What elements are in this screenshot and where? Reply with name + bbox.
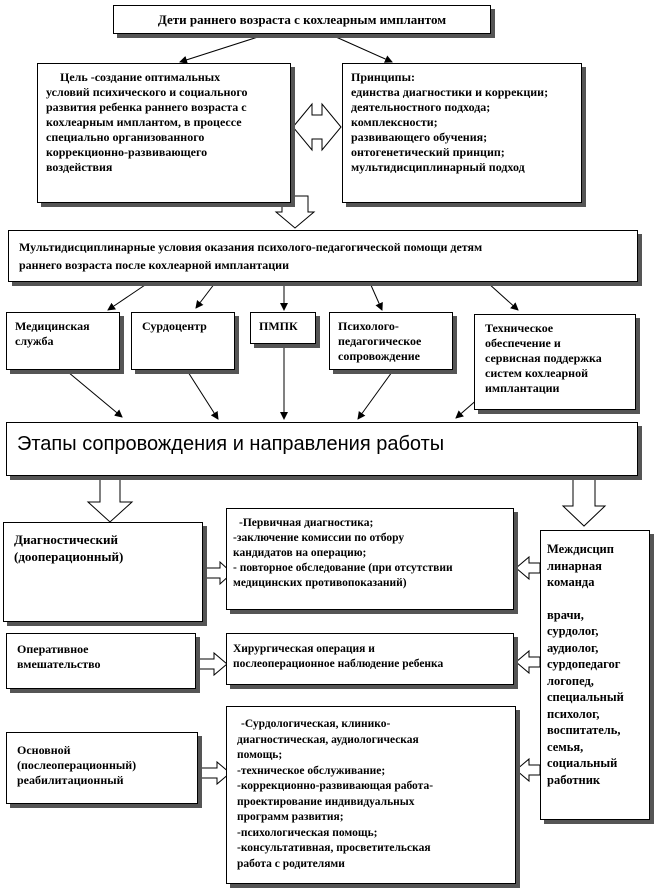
team-line: специальный — [547, 690, 624, 704]
principles-line: деятельностного подхода; — [351, 100, 491, 114]
detail-operative — [226, 633, 514, 685]
stage-diagnostic — [3, 522, 203, 622]
detail-line: -заключение комиссии по отбору — [233, 532, 405, 544]
arrow-cond-psych — [370, 283, 382, 310]
team-line: аудиолог, — [547, 640, 599, 655]
detail-diagnostic — [226, 508, 514, 610]
stage-line: Основной — [17, 743, 71, 757]
service-line: Техническое — [485, 321, 554, 335]
goal-line: воздействия — [46, 160, 113, 174]
detail-line: проектирование индивидуальных — [237, 795, 415, 808]
stage-line: реабилитационный — [17, 773, 124, 787]
team-line: работник — [547, 772, 601, 787]
service-line: систем кохлеарной — [485, 366, 588, 380]
detail-line: Хирургическая операция и — [233, 643, 375, 655]
arrow-top-to-goal — [180, 37, 258, 62]
block-arrow-team-detail2 — [516, 651, 540, 673]
detail-rehab — [226, 706, 516, 884]
stage-line: (дооперационный) — [14, 549, 124, 564]
arrow-top-to-principles — [336, 37, 392, 62]
arrow-cond-medical — [108, 283, 148, 310]
arrow-psych-stages — [358, 372, 392, 419]
team-line: команда — [547, 575, 595, 589]
principles-line: Принципы: — [351, 70, 415, 84]
team-line: логопед, — [547, 673, 594, 688]
team-line: психолог, — [547, 706, 600, 721]
arrow-cond-tech — [488, 283, 518, 310]
detail-line: работа с родителями — [237, 857, 345, 870]
detail-line: кандидатов на операцию; — [233, 547, 367, 559]
detail-line: диагностическая, аудиологическая — [237, 733, 419, 746]
detail-line: помощь; — [237, 749, 283, 761]
goal-line: коррекционно-развивающего — [46, 145, 208, 159]
team-line: Междисцип — [547, 542, 614, 556]
team-line: семья, — [547, 739, 584, 754]
service-surdocenter — [131, 312, 235, 370]
team-line: врачи, — [547, 607, 584, 622]
arrow-cond-surdo — [196, 283, 215, 308]
service-medical — [6, 312, 120, 370]
block-arrow-down-stages-left — [88, 478, 132, 522]
service-line: ПМПК — [259, 319, 298, 333]
stage-line: Оперативное — [17, 642, 89, 656]
detail-line: -техническое обслуживание; — [237, 764, 386, 777]
stages-header — [6, 422, 638, 476]
stage-line: вмешательство — [17, 657, 101, 671]
principles-line: комплексности; — [351, 115, 438, 129]
service-line: педагогическое — [338, 334, 422, 348]
arrow-medical-stages — [68, 372, 122, 417]
double-block-arrow — [293, 104, 341, 150]
detail-line: - повторное обследование (при отсутствии — [233, 562, 453, 574]
principles-line: единства диагностики и коррекции; — [351, 85, 549, 99]
stage-line: Диагностический — [14, 532, 118, 547]
top-box — [113, 5, 491, 34]
service-line: Сурдоцентр — [142, 319, 207, 333]
principles-line: мультидисциплинарный подход — [351, 160, 525, 174]
team-box — [540, 530, 650, 820]
team-line — [547, 591, 643, 607]
service-line: сопровождение — [338, 349, 420, 363]
goal-line: развития ребенка раннего возраста с — [46, 100, 247, 114]
detail-line: -Первичная диагностика; — [239, 517, 374, 529]
arrow-surdo-stages — [188, 372, 218, 419]
goal-line: условий психического и социального — [46, 85, 248, 99]
team-line: сурдолог, — [547, 624, 599, 638]
conditions-line: Мультидисциплинарные условия оказания психолого-педагогической помощи детям — [19, 240, 483, 254]
block-arrow-stage2 — [196, 653, 227, 675]
service-line: сервисная поддержка — [485, 351, 602, 365]
goal-box — [37, 63, 291, 203]
service-line: обеспечение и — [485, 336, 561, 350]
stages-title: Этапы сопровождения и направления работы — [17, 433, 445, 455]
service-line: Психолого- — [338, 319, 399, 333]
service-line: служба — [15, 334, 54, 348]
goal-line: кохлеарным имплантом, в процессе — [46, 115, 242, 129]
principles-line: развивающего обучения; — [351, 130, 488, 144]
service-pmpk — [250, 312, 316, 344]
goal-line: Цель -создание оптимальных — [60, 70, 221, 84]
stage-operative — [6, 633, 196, 689]
block-arrow-down-stages-right — [563, 478, 605, 526]
detail-line: программ развития; — [237, 811, 344, 823]
detail-line: -консультативная, просветительская — [237, 842, 431, 854]
detail-line: медицинских противопоказаний) — [233, 577, 407, 589]
team-line: сурдопедагог — [547, 657, 621, 671]
principles-line: онтогенетический принцип; — [351, 145, 505, 159]
stage-line: (послеоперационный) — [17, 758, 137, 772]
conditions-line: раннего возраста после кохлеарной имплантации — [19, 258, 289, 272]
top-title: Дети раннего возраста с кохлеарным имплантом — [157, 12, 447, 27]
detail-line: -коррекционно-развивающая работа- — [237, 780, 434, 792]
service-psych — [329, 312, 453, 370]
conditions-box — [8, 230, 638, 282]
team-line: социальный — [547, 756, 618, 770]
goal-line: специально организованного — [46, 130, 205, 144]
service-line: имплантации — [485, 381, 560, 395]
block-arrow-team-detail1 — [516, 557, 540, 579]
team-line: линарная — [547, 558, 602, 573]
detail-line: послеоперационное наблюдение ребенка — [233, 658, 444, 670]
principles-box — [342, 63, 582, 203]
service-tech — [474, 314, 636, 410]
team-line: воспитатель, — [547, 723, 621, 737]
stage-rehab — [6, 732, 198, 804]
detail-line: -Сурдологическая, клинико- — [241, 718, 391, 730]
service-line: Медицинская — [15, 319, 90, 333]
block-arrow-team-detail3 — [516, 759, 540, 781]
detail-line: -психологическая помощь; — [237, 826, 378, 839]
